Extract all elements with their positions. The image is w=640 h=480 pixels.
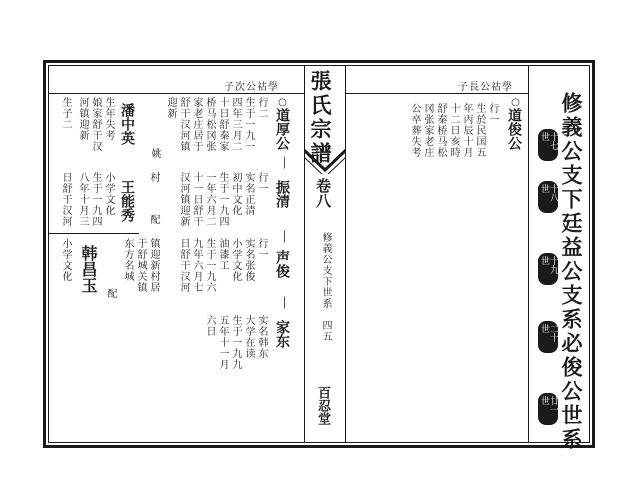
spouse17-line-2: 娘家舒干汉: [90, 97, 101, 152]
gen17-marker-icon: ○: [277, 97, 288, 108]
gen20-line-3: 生于一九九: [230, 315, 241, 370]
gen20-line-2: 大学在读: [243, 315, 254, 359]
gen19-line-1: 行一: [256, 238, 267, 260]
person-name-right: 道俊公: [506, 108, 522, 150]
spouse18-line-4: 日舒干汉河: [60, 172, 71, 227]
generation-badge-17: 十七世: [537, 128, 559, 162]
publisher-mark: 百忍堂: [315, 386, 330, 425]
gen18-line-8: 村: [148, 172, 159, 183]
gen17-name: 道厚公: [274, 108, 290, 150]
generation-badge-21: 廿一世: [537, 392, 559, 426]
gen17-line-1: 行二: [256, 97, 267, 119]
gen17-line-2: 生于一九一: [243, 97, 254, 152]
spine-line-left: [304, 66, 305, 442]
gen19-line-3: 小学文化: [230, 238, 241, 282]
gen19-line-9: 于舒城关镇: [135, 238, 146, 293]
person-right-col2: 生於民国五: [474, 103, 485, 158]
spine-line-right: [345, 66, 346, 442]
left-section-rule: [49, 233, 139, 234]
gen19-name: 声俊: [274, 250, 290, 278]
gen19-line-4: 油漆工: [217, 238, 228, 271]
right-header: 子長公祜學: [458, 82, 513, 93]
person-right-col7: 公卒葬失考: [409, 103, 420, 158]
gen17-line-9: 姚: [149, 148, 160, 159]
person-marker-icon: ○: [510, 97, 521, 108]
spouse17-line-4: 生子二: [60, 97, 71, 130]
generation-badge-20: 二十世: [537, 320, 559, 354]
gen17-line-4: 十日舒秦家: [217, 97, 228, 152]
spouse18-line-3: 八年十月三: [77, 172, 88, 227]
right-header-rule: [346, 93, 528, 94]
spouse18-name: 王能秀: [119, 180, 135, 222]
spouse17-line-1: 生年失考: [103, 97, 114, 141]
spine-chevron-icon: [304, 148, 346, 174]
gen19-connector-icon: │: [279, 232, 290, 243]
gen19-line-2: 实名张俊: [243, 238, 254, 282]
spouse18-line-2: 生于一九四: [90, 172, 101, 227]
gen18-line-6: 十一日舒干: [191, 172, 202, 227]
spouse19-line-1: 小学文化: [60, 238, 71, 282]
gen20-line-1: 实名韩东: [256, 315, 267, 359]
left-header-rule: [49, 93, 304, 94]
gen20-connector-icon: │: [279, 298, 290, 309]
generation-badge-18: 十八世: [537, 180, 559, 214]
book-volume: 卷八: [314, 178, 332, 208]
gen18-line-4: 生于一九四: [217, 172, 228, 227]
person-right-col6: 冈张家老庄: [422, 103, 433, 158]
gen17-line-8: 迎新: [165, 97, 176, 119]
book-title: 張氏宗譜: [308, 70, 333, 166]
section-line: 修義公支下世系 四五: [320, 232, 331, 342]
gen19-line-11: 配: [105, 288, 116, 299]
gen17-line-3: 四年三月二: [230, 97, 241, 152]
spouse18-line-1: 小学文化: [103, 172, 114, 216]
gen18-name: 振清: [274, 180, 290, 208]
gen17-line-5: 桥马松冈张: [204, 97, 215, 152]
gen17-line-6: 家老庄居于: [191, 97, 202, 152]
left-header: 子次公祜學: [224, 82, 279, 93]
gen17-line-7: 舒干汉河镇: [178, 97, 189, 152]
lineage-title: 修義公支下廷益公支系必俊公世系: [559, 92, 584, 452]
gen19-line-10: 东方名城: [122, 238, 133, 282]
person-right-col4: 十二日亥時: [448, 103, 459, 158]
spouse17-line-3: 河镇迎新: [77, 97, 88, 141]
gen18-line-3: 初中文化: [230, 172, 241, 216]
gen18-line-7: 汉河镇迎新: [178, 172, 189, 227]
gen19-line-6: 九年六月七: [191, 238, 202, 293]
gen18-line-5: 一年六月二: [204, 172, 215, 227]
gen18-line-1: 行一: [256, 172, 267, 194]
gen19-line-8: 镇迎新村居: [148, 238, 159, 293]
person-right-col1: 行一: [487, 103, 498, 125]
gen18-line-2: 实名正清: [243, 172, 254, 216]
gen20-name: 家东: [274, 320, 290, 348]
gen19-line-7: 日舒干汉河: [178, 238, 189, 293]
gen18-connector-icon: │: [279, 158, 290, 169]
generation-badge-19: 十九世: [537, 252, 559, 286]
spouse17-name: 潘中英: [119, 103, 135, 145]
gen18-line-9: 配: [148, 214, 159, 225]
title-column-line: [528, 66, 529, 442]
gen20-line-5: 六日: [204, 315, 215, 337]
person-right-col3: 年丙辰十月: [461, 103, 472, 158]
person-right-col5: 舒秦桥马松: [435, 103, 446, 158]
spouse19-name: 韩昌玉: [79, 245, 98, 293]
gen19-line-5: 生于一九六: [204, 238, 215, 293]
gen20-line-4: 五年十一月: [217, 315, 228, 370]
